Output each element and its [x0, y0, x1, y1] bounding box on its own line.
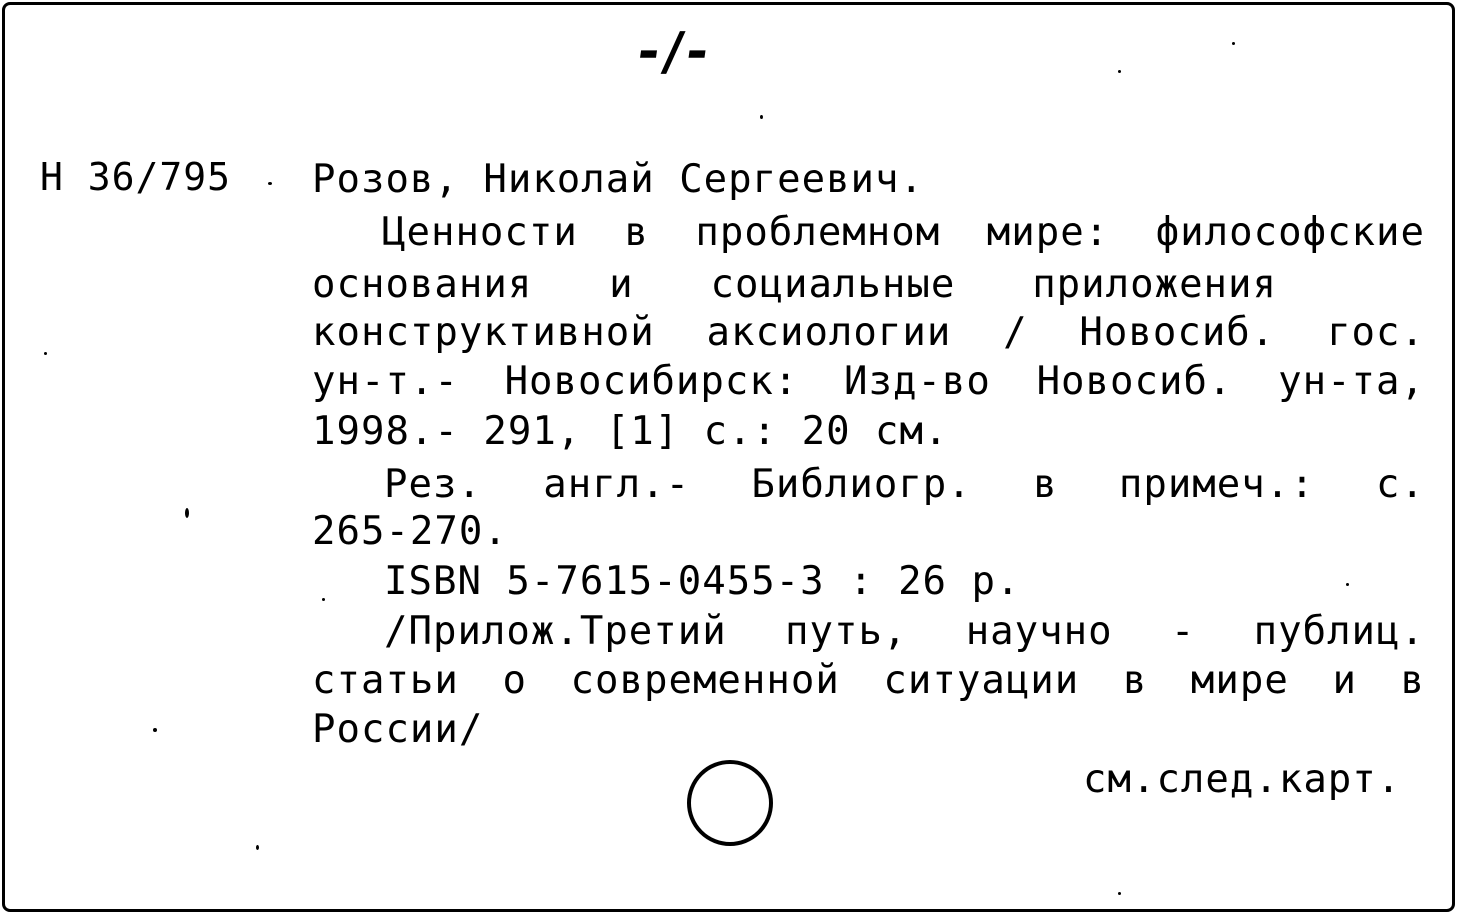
- scan-speck: [760, 115, 763, 119]
- supplement-line: статьи о современной ситуации в мире и в: [312, 658, 1425, 703]
- imprint-line: 1998.- 291, [1] с.: 20 см.: [312, 409, 949, 454]
- scan-speck: [1232, 42, 1235, 45]
- title-line: конструктивной аксиологии / Новосиб. гос.: [312, 310, 1425, 355]
- notes-line: Рез. англ.- Библиогр. в примеч.: с.: [384, 462, 1425, 507]
- page-number: -/-: [633, 22, 717, 82]
- author-heading: Розов, Николай Сергеевич.: [312, 157, 924, 202]
- scan-speck: [322, 598, 325, 601]
- scan-speck: [1118, 70, 1121, 73]
- scan-speck: [44, 352, 47, 355]
- isbn-line: ISBN 5-7615-0455-3 : 26 р.: [384, 559, 1021, 604]
- punch-hole: [687, 760, 773, 846]
- title-line: Ценности в проблемном мире: философские: [382, 210, 1425, 255]
- shelfmark: Н 36/795: [40, 155, 232, 199]
- scan-speck: [153, 728, 157, 732]
- scan-speck: [185, 508, 189, 518]
- title-line-4: [312, 359, 1425, 404]
- supplement-line-3: России/: [312, 707, 484, 752]
- supplement-line-1: [384, 609, 1425, 654]
- scan-speck: [1118, 892, 1121, 895]
- continuation-note: см.след.карт.: [1083, 757, 1402, 802]
- notes-line-1: [384, 462, 1425, 507]
- scan-speck: [268, 182, 272, 185]
- supplement-line: /Прилож.Третий путь, научно - публиц.: [384, 609, 1425, 654]
- notes-line-2: 265-270.: [312, 509, 508, 554]
- title-line: ун-т.- Новосибирск: Изд-во Новосиб. ун-та,: [312, 359, 1425, 404]
- title-line-3: [312, 310, 1425, 355]
- scan-speck: [256, 845, 259, 850]
- title-line-1: [382, 210, 1425, 255]
- supplement-line-2: [312, 658, 1425, 703]
- title-line: основания и социальные приложения: [312, 262, 1277, 307]
- scan-speck: [1346, 583, 1349, 586]
- title-line-2: [312, 262, 1277, 307]
